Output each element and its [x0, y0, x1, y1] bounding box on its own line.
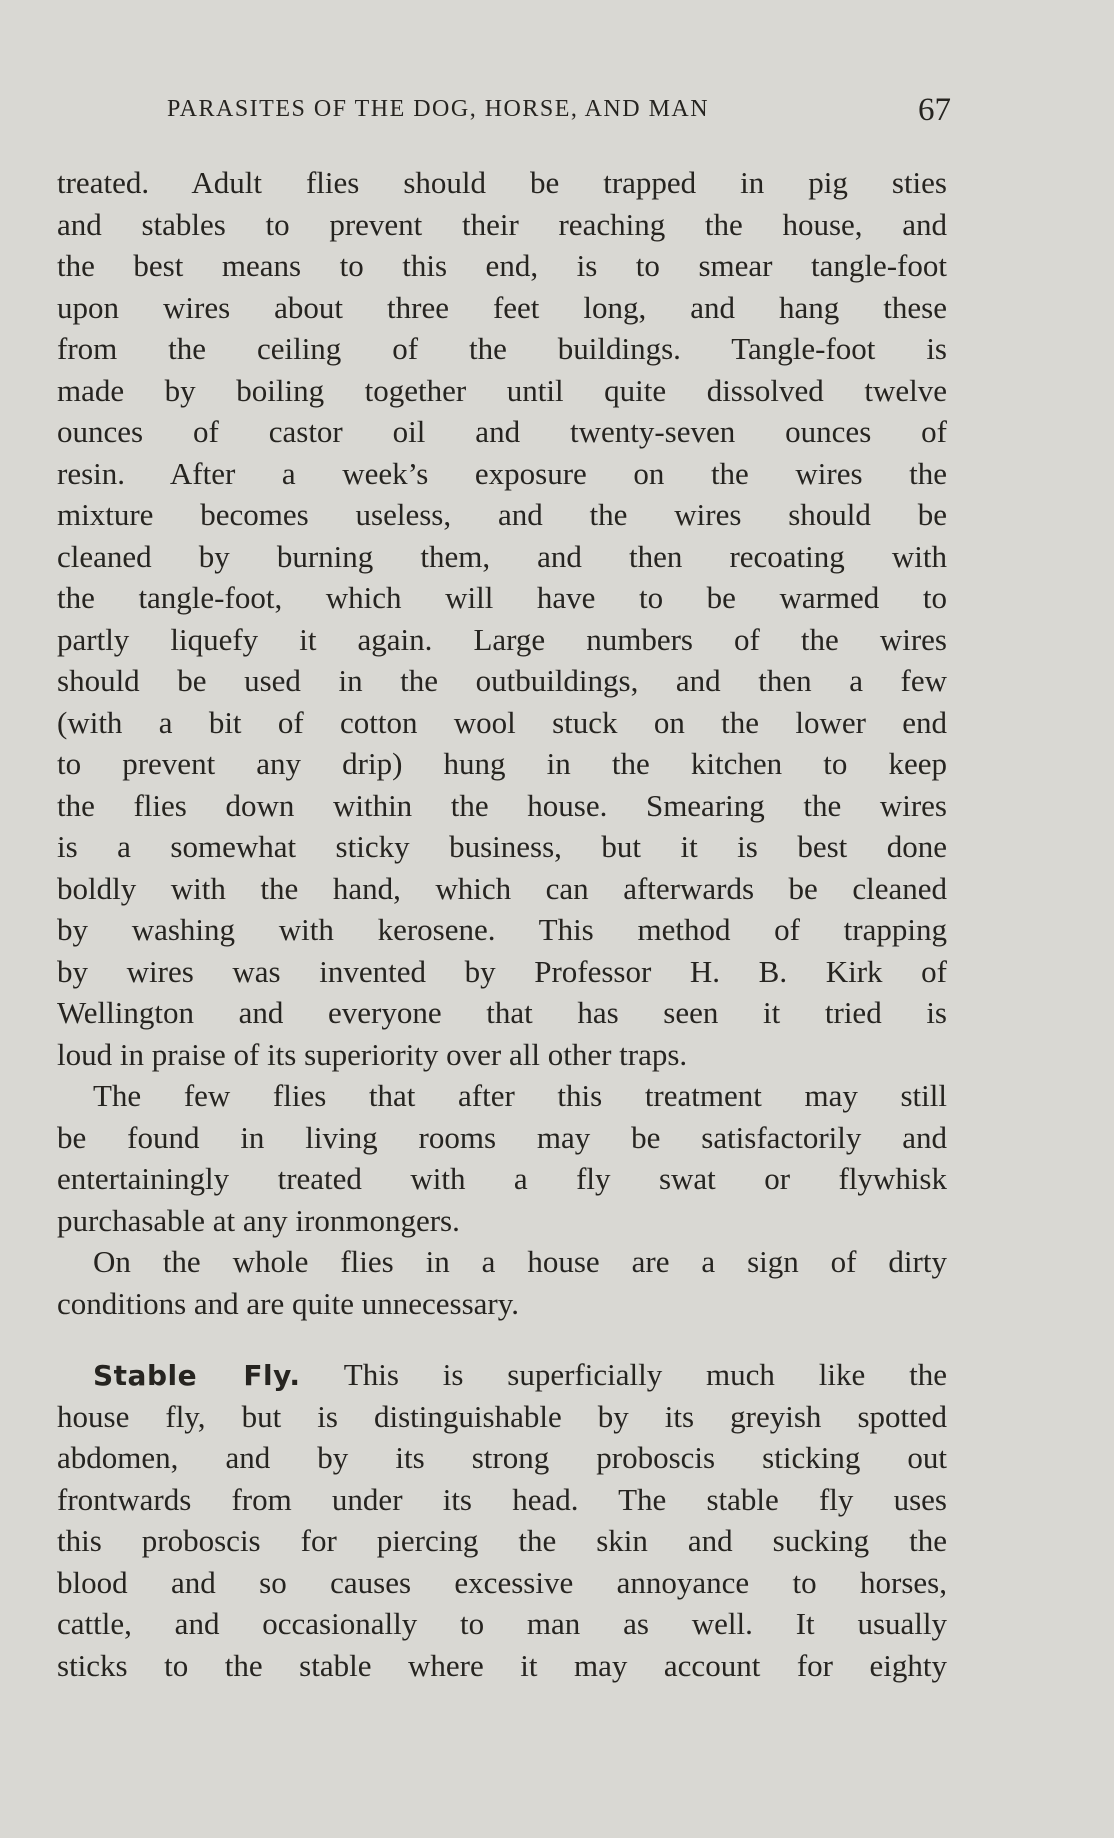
text-line: blood and so causes excessive annoyance to horses,	[57, 1564, 947, 1600]
text-line: from the ceiling of the buildings. Tangle-foot is	[57, 331, 947, 366]
paragraph-dirty-conditions	[57, 1241, 947, 1324]
text-line: is a somewhat sticky business, but it is best done	[57, 829, 947, 864]
text-line-rest: This is superficially much like the	[343, 1357, 947, 1392]
text-line: On the whole flies in a house are a sign of dirty	[93, 1244, 947, 1279]
text-line: upon wires about three feet long, and hang these	[57, 289, 947, 325]
paragraph-tangle-foot	[57, 162, 947, 1075]
text-line: purchasable at any ironmongers.	[57, 1202, 460, 1238]
text-line: the flies down within the house. Smearing the wires	[57, 787, 947, 823]
text-line: be found in living rooms may be satisfactorily and	[57, 1119, 947, 1155]
page-number: 67	[918, 92, 951, 128]
text-line: conditions and are quite unnecessary.	[57, 1285, 519, 1321]
stable-fly-heading: Stable Fly.	[93, 1359, 301, 1392]
stable-fly-first-line	[57, 1354, 947, 1396]
text-line: loud in praise of its superiority over all other traps.	[57, 1036, 688, 1072]
text-line: by washing with kerosene. This method of trapping	[57, 912, 947, 947]
text-line: the best means to this end, is to smear tangle-foot	[57, 248, 947, 283]
text-line: made by boiling together until quite dissolved twelve	[57, 372, 947, 408]
running-header-title: PARASITES OF THE DOG, HORSE, AND MAN	[167, 96, 710, 122]
text-line: resin. After a week’s exposure on the wires the	[57, 455, 947, 491]
running-header	[57, 92, 951, 132]
text-line: to prevent any drip) hung in the kitchen to keep	[57, 746, 947, 781]
text-line: should be used in the outbuildings, and then a few	[57, 663, 947, 698]
text-line: sticks to the stable where it may account for eighty	[57, 1647, 947, 1683]
section-gap	[57, 1324, 947, 1354]
text-line: the tangle-foot, which will have to be warmed to	[57, 580, 947, 615]
text-line: boldly with the hand, which can afterwards be cleaned	[57, 870, 947, 906]
text-line: ounces of castor oil and twenty-seven ounces of	[57, 414, 947, 449]
section-stable-fly	[57, 1354, 947, 1686]
text-line: and stables to prevent their reaching the house, and	[57, 206, 947, 242]
text-line: The few flies that after this treatment may still	[93, 1078, 947, 1113]
text-line: frontwards from under its head. The stable fly uses	[57, 1481, 947, 1517]
text-line: mixture becomes useless, and the wires should be	[57, 497, 947, 532]
text-line: abdomen, and by its strong proboscis sticking out	[57, 1440, 947, 1475]
text-line: this proboscis for piercing the skin and sucking the	[57, 1523, 947, 1558]
body-text	[57, 162, 947, 1686]
text-line: by wires was invented by Professor H. B. Kirk of	[57, 953, 947, 989]
text-line: cleaned by burning them, and then recoating with	[57, 538, 947, 574]
text-line: house fly, but is distinguishable by its greyish spotted	[57, 1398, 947, 1434]
text-line: treated. Adult flies should be trapped in pig sties	[57, 165, 947, 200]
text-line: partly liquefy it again. Large numbers of the wires	[57, 621, 947, 657]
text-line: entertainingly treated with a fly swat or flywhisk	[57, 1161, 947, 1196]
text-line: (with a bit of cotton wool stuck on the lower end	[57, 704, 947, 740]
text-line: cattle, and occasionally to man as well. It usually	[57, 1606, 947, 1641]
paragraph-fly-swat	[57, 1075, 947, 1241]
text-line: Wellington and everyone that has seen it tried is	[57, 995, 947, 1030]
